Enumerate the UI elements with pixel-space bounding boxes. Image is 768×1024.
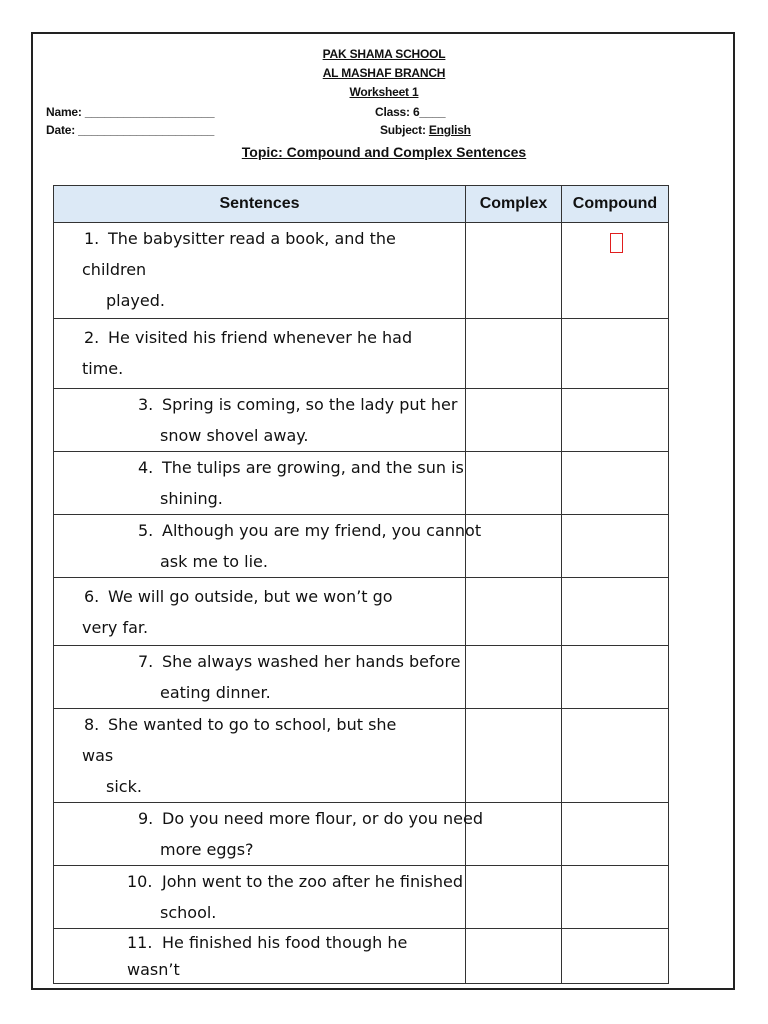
subject-label: Subject: xyxy=(380,123,429,137)
sentence-cell: 2. He visited his friend whenever he had time. xyxy=(54,319,466,389)
table-row xyxy=(54,223,669,319)
compound-checkbox-cell[interactable] xyxy=(562,646,669,709)
complex-checkbox-cell[interactable] xyxy=(466,319,562,389)
complex-checkbox-cell[interactable] xyxy=(466,929,562,984)
topic-heading: Topic: Compound and Complex Sentences xyxy=(241,144,527,160)
complex-checkbox-cell[interactable] xyxy=(466,223,562,319)
table-row xyxy=(54,452,669,515)
sentence-cell: 1. The babysitter read a book, and the children played. xyxy=(54,223,466,319)
table-row xyxy=(54,646,669,709)
table-row xyxy=(54,803,669,866)
compound-checkbox-cell[interactable] xyxy=(562,709,669,803)
compound-checkbox-cell[interactable] xyxy=(562,515,669,578)
header-sentences: Sentences xyxy=(54,186,466,223)
school-name: PAK SHAMA SCHOOL xyxy=(322,47,446,61)
table-row xyxy=(54,866,669,929)
subject-field xyxy=(380,123,471,137)
complex-checkbox-cell[interactable] xyxy=(466,578,562,646)
sentence-cell: 4. The tulips are growing, and the sun is shining. xyxy=(54,452,466,515)
sentence-cell: 9. Do you need more flour, or do you need more eggs? xyxy=(54,803,466,866)
sentence-cell: 10. John went to the zoo after he finished school. xyxy=(54,866,466,929)
subject-value: English xyxy=(428,123,471,137)
table-header-row xyxy=(54,186,669,223)
table-row xyxy=(54,929,669,984)
sentence-cell: 3. Spring is coming, so the lady put her snow shovel away. xyxy=(54,389,466,452)
class-field: Class: 6____ xyxy=(375,105,446,119)
table-row xyxy=(54,515,669,578)
complex-checkbox-cell[interactable] xyxy=(466,646,562,709)
sentence-cell: 6. We will go outside, but we won’t go very far. xyxy=(54,578,466,646)
compound-checkbox-cell[interactable] xyxy=(562,929,669,984)
checkbox-icon[interactable] xyxy=(610,233,623,253)
name-field[interactable]: Name: ____________________ xyxy=(46,105,215,119)
table-row xyxy=(54,709,669,803)
compound-checkbox-cell[interactable] xyxy=(562,578,669,646)
sentence-cell: 7. She always washed her hands before eating dinner. xyxy=(54,646,466,709)
compound-checkbox-cell[interactable] xyxy=(562,452,669,515)
header-complex: Complex xyxy=(466,186,562,223)
compound-checkbox-cell[interactable] xyxy=(562,803,669,866)
sentence-cell: 8. She wanted to go to school, but she was sick. xyxy=(54,709,466,803)
header-compound: Compound xyxy=(562,186,669,223)
compound-checkbox-cell[interactable] xyxy=(562,319,669,389)
compound-checkbox-cell[interactable] xyxy=(562,223,669,319)
table-row xyxy=(54,389,669,452)
complex-checkbox-cell[interactable] xyxy=(466,709,562,803)
sentence-cell: 11. He finished his food though he wasn’t xyxy=(54,929,466,984)
complex-checkbox-cell[interactable] xyxy=(466,389,562,452)
complex-checkbox-cell[interactable] xyxy=(466,866,562,929)
table-row xyxy=(54,319,669,389)
branch-name: AL MASHAF BRANCH xyxy=(322,66,446,80)
complex-checkbox-cell[interactable] xyxy=(466,452,562,515)
worksheet-title: Worksheet 1 xyxy=(349,85,419,99)
table-row xyxy=(54,578,669,646)
compound-checkbox-cell[interactable] xyxy=(562,389,669,452)
date-field[interactable]: Date: _____________________ xyxy=(46,123,215,137)
sentence-table xyxy=(53,185,669,984)
compound-checkbox-cell[interactable] xyxy=(562,866,669,929)
sentence-cell: 5. Although you are my friend, you cannot ask me to lie. xyxy=(54,515,466,578)
